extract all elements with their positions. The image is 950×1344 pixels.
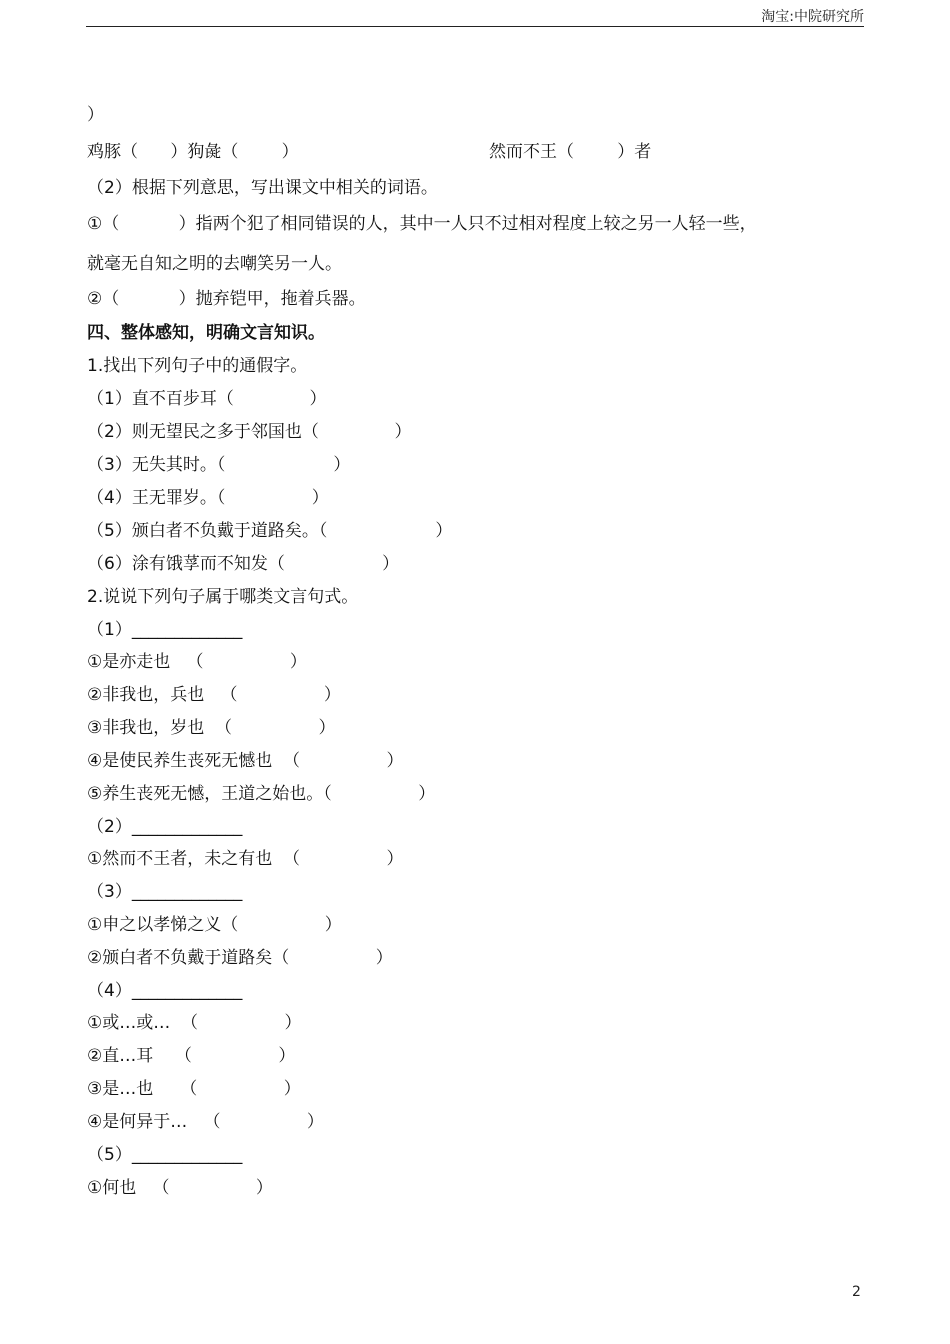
- text-line: 就毫无自知之明的去嘲笑另一人。: [87, 254, 342, 274]
- header-text: 淘宝:中院研究所: [761, 9, 864, 25]
- text-line: （4）_____________: [87, 981, 243, 1001]
- text-line: （2）则无望民之多于邻国也（ ）: [87, 422, 412, 442]
- text-line: （3）_____________: [87, 882, 243, 902]
- text-line: ③是…也 （ ）: [87, 1079, 301, 1099]
- text-line: ④是何异于… （ ）: [87, 1112, 324, 1132]
- text-line: ⑤养生丧死无憾，王道之始也。（ ）: [87, 784, 436, 804]
- text-line: （5）颁白者不负戴于道路矣。（ ）: [87, 521, 453, 541]
- text-line: （6）涂有饿莩而不知发（ ）: [87, 554, 400, 574]
- text-line: ②非我也，兵也 （ ）: [87, 685, 341, 705]
- text-line: （2）_____________: [87, 817, 243, 837]
- text-line: （1）_____________: [87, 620, 243, 640]
- text-line: ②直…耳 （ ）: [87, 1046, 296, 1066]
- text-line: （2）根据下列意思，写出课文中相关的词语。: [87, 178, 438, 198]
- text-line: 2.说说下列句子属于哪类文言句式。: [87, 587, 359, 607]
- text-line: ①何也 （ ）: [87, 1178, 273, 1198]
- text-line: （5）_____________: [87, 1145, 243, 1165]
- inline-question: 然而不王（ ）者: [489, 142, 652, 162]
- text-line: （3）无失其时。（ ）: [87, 455, 351, 475]
- text-line: ①是亦走也 （ ）: [87, 652, 307, 672]
- section-heading: 四、整体感知，明确文言知识。: [87, 323, 325, 343]
- text-line: ④是使民养生丧死无憾也 （ ）: [87, 751, 404, 771]
- text-line: ①申之以孝悌之义（ ）: [87, 915, 342, 935]
- text-line: ②（ ）抛弃铠甲，拖着兵器。: [87, 289, 366, 309]
- text-line: ）: [87, 105, 104, 125]
- text-line: 1.找出下列句子中的通假字。: [87, 356, 308, 376]
- text-line: （4）王无罪岁。（ ）: [87, 488, 329, 508]
- text-line: ③非我也，岁也 （ ）: [87, 718, 336, 738]
- page-header: [86, 0, 864, 27]
- text-line: 鸡豚（ ）狗彘（ ）: [87, 142, 299, 162]
- text-line: ②颁白者不负戴于道路矣（ ）: [87, 948, 393, 968]
- page-number: 2: [852, 1284, 861, 1300]
- text-line: （1）直不百步耳（ ）: [87, 389, 327, 409]
- text-line: ①（ ）指两个犯了相同错误的人，其中一人只不过相对程度上较之另一人轻一些，: [87, 214, 757, 234]
- text-line: ①或…或… （ ）: [87, 1013, 302, 1033]
- text-line: ①然而不王者，未之有也 （ ）: [87, 849, 404, 869]
